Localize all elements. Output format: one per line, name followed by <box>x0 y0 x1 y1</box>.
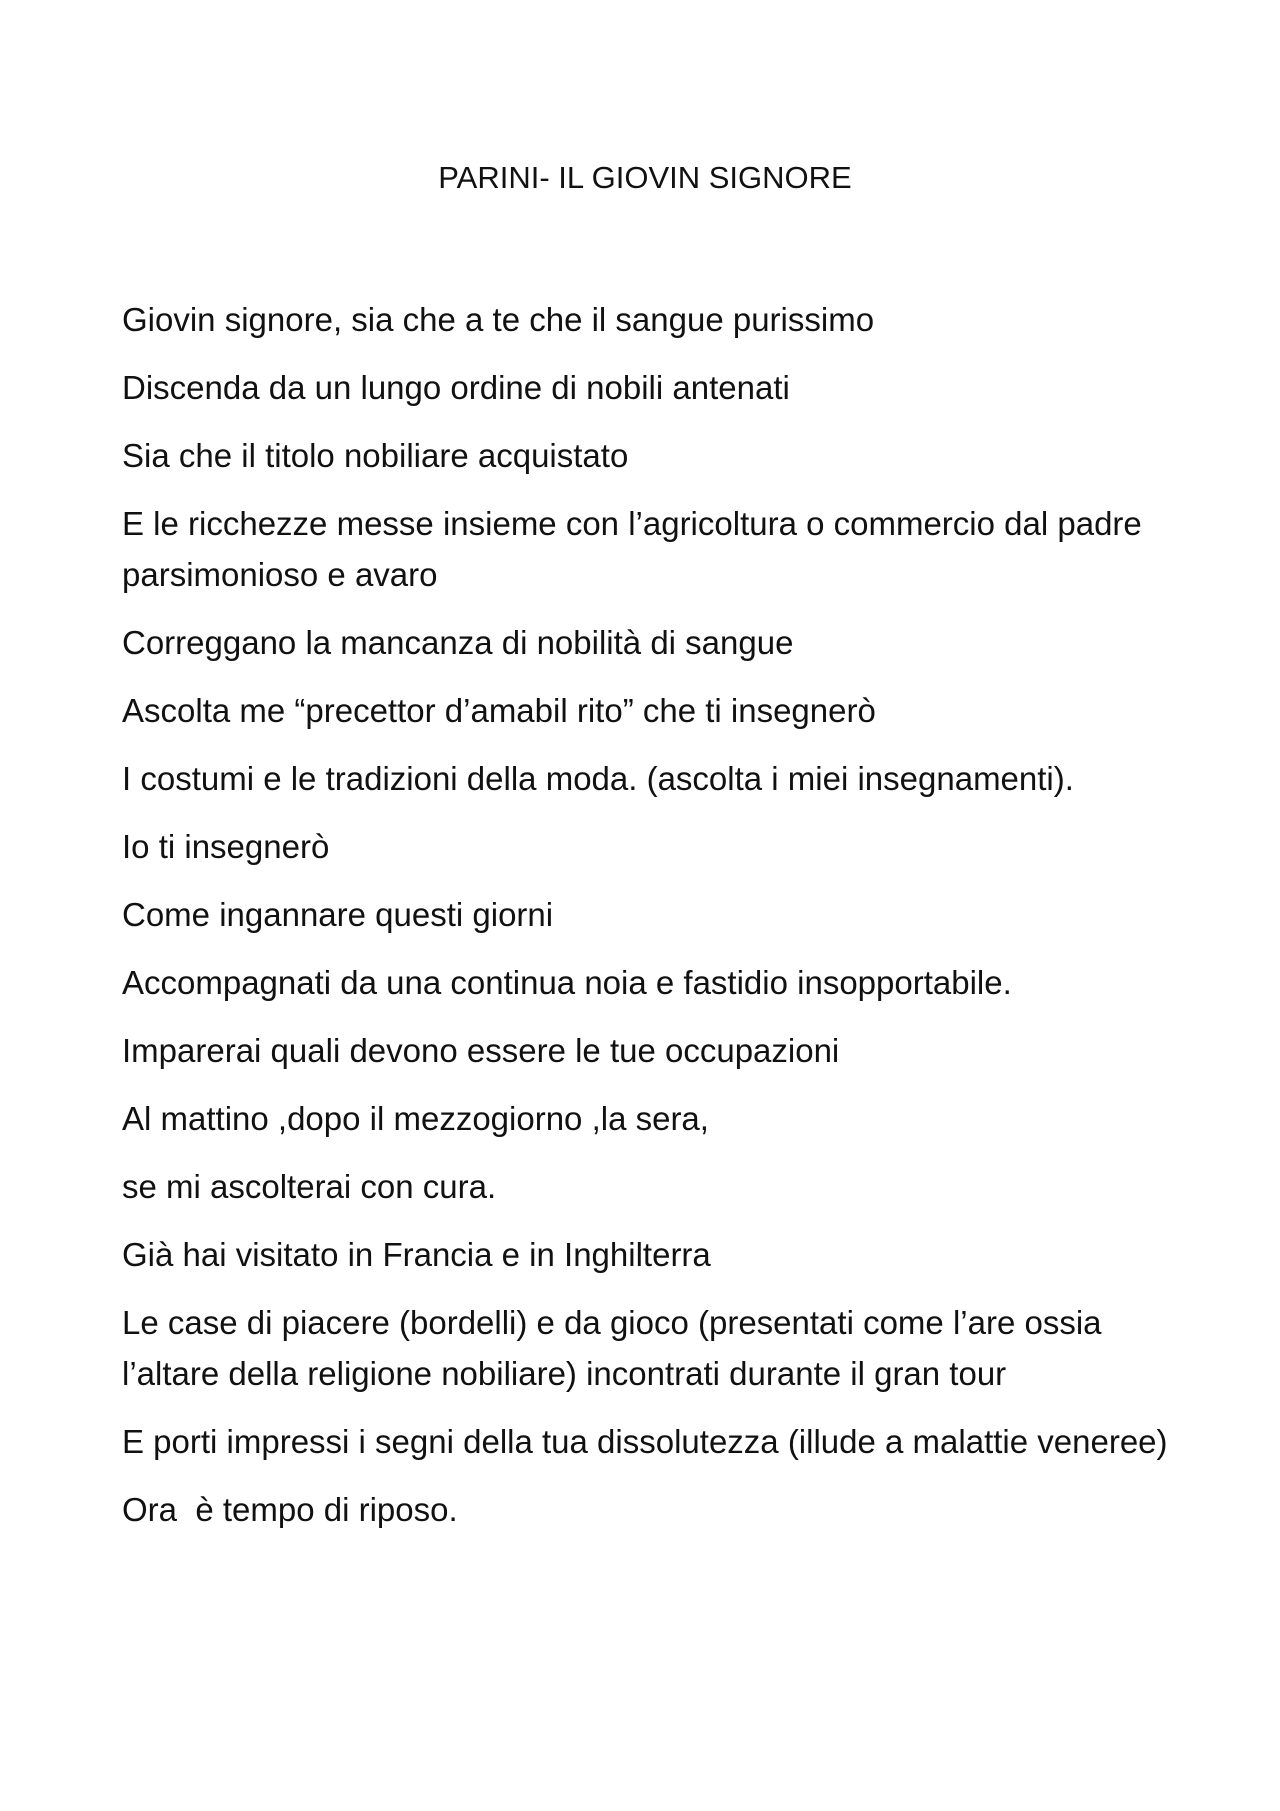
paragraph-13: se mi ascolterai con cura. <box>122 1168 497 1205</box>
paragraph-14: Già hai visitato in Francia e in Inghilterra <box>122 1236 711 1273</box>
paragraph-2: Discenda da un lungo ordine di nobili antenati <box>122 369 790 406</box>
paragraph-1: Giovin signore, sia che a te che il sangue purissimo <box>122 301 875 338</box>
paragraph-7: I costumi e le tradizioni della moda. (ascolta i miei insegnamenti). <box>122 760 1074 797</box>
paragraph-3: Sia che il titolo nobiliare acquistato <box>122 437 629 474</box>
paragraph-9: Come ingannare questi giorni <box>122 896 554 933</box>
paragraph-10: Accompagnati da una continua noia e fastidio insopportabile. <box>122 964 1012 1001</box>
document-title: PARINI- IL GIOVIN SIGNORE <box>438 160 852 195</box>
document-body <box>122 294 1182 1552</box>
paragraph-4: E le ricchezze messe insieme con l’agricoltura o commercio dal padre parsimonioso e avaro <box>122 505 1151 593</box>
paragraph-15: Le case di piacere (bordelli) e da gioco (presentati come l’are ossia l’altare della religione nobiliare) incontrati durante il gran tour <box>122 1304 1111 1392</box>
paragraph-5: Correggano la mancanza di nobilità di sangue <box>122 624 794 661</box>
paragraph-6: Ascolta me “precettor d’amabil rito” che ti insegnerò <box>122 692 876 729</box>
paragraph-17: Ora è tempo di riposo. <box>122 1491 458 1528</box>
paragraph-12: Al mattino ,dopo il mezzogiorno ,la sera, <box>122 1100 709 1137</box>
paragraph-11: Imparerai quali devono essere le tue occupazioni <box>122 1032 840 1069</box>
paragraph-8: Io ti insegnerò <box>122 828 330 865</box>
paragraph-16: E porti impressi i segni della tua dissolutezza (illude a malattie veneree) <box>122 1423 1168 1460</box>
